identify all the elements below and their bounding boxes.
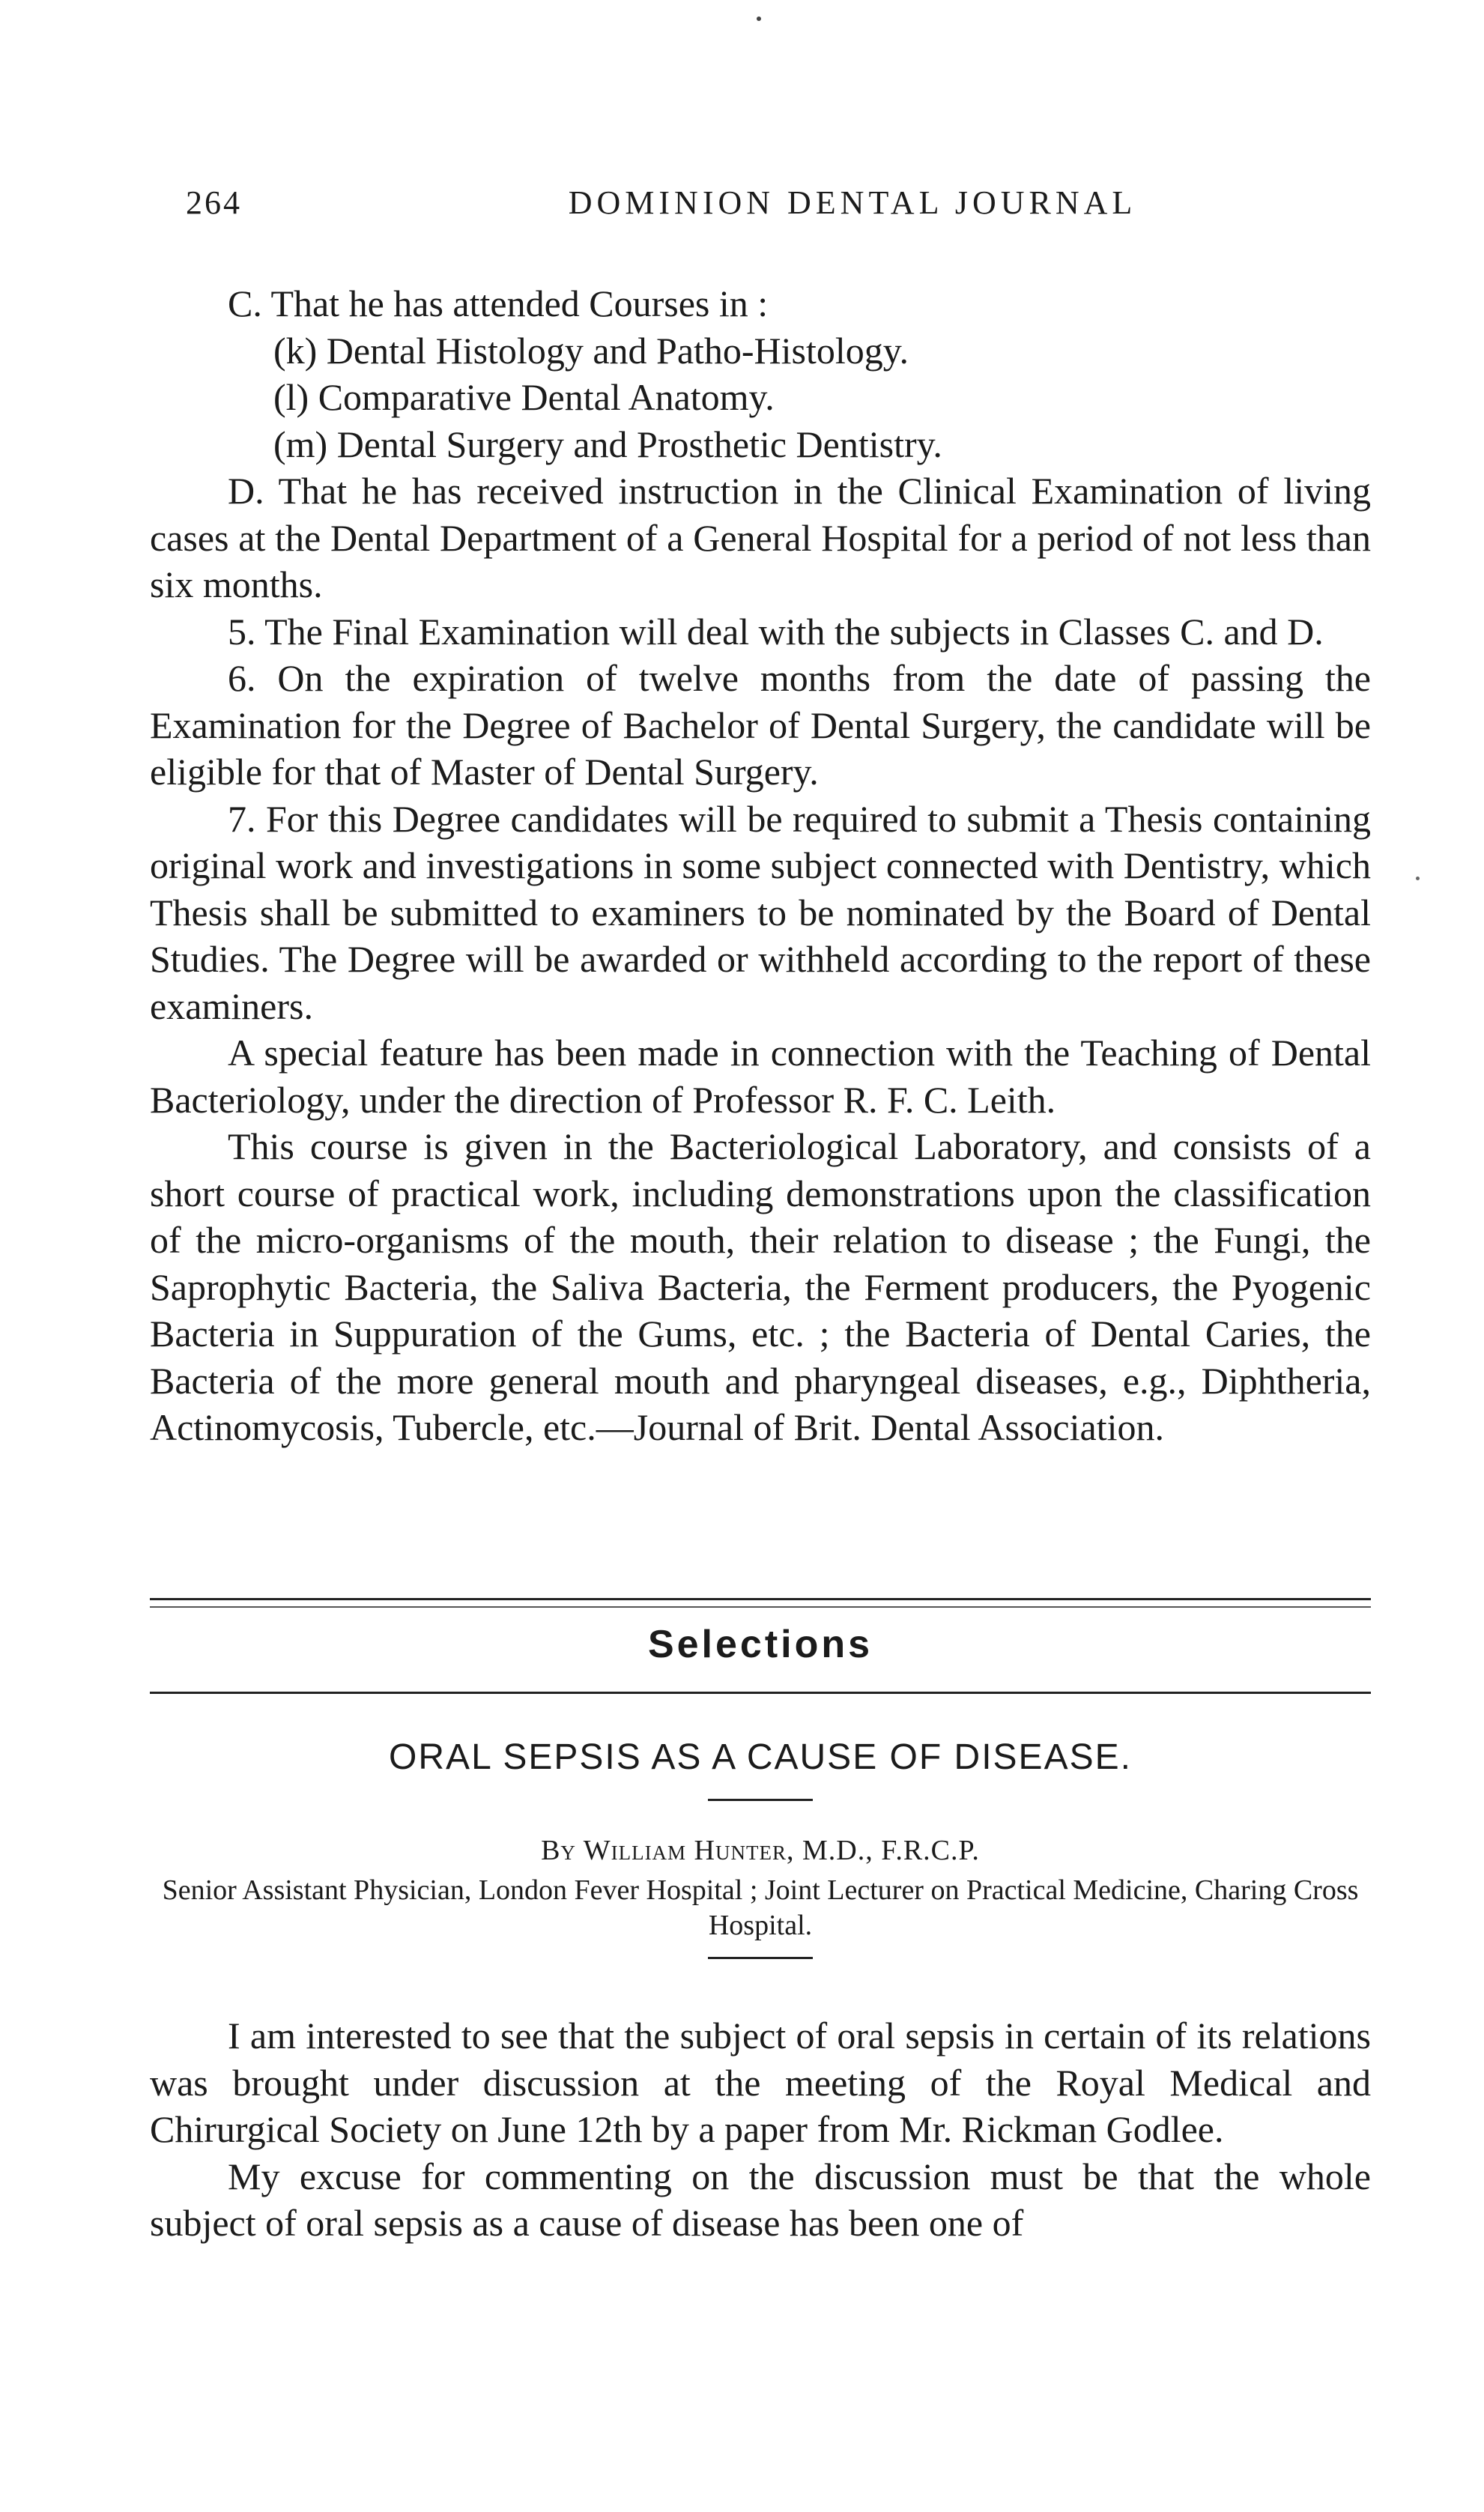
paragraph: (k) Dental Histology and Patho-Histology. — [273, 329, 909, 372]
article-body — [150, 2012, 1371, 2247]
running-header — [186, 184, 1369, 228]
paragraph: 6. On the expiration of twelve months from the date of passing the Examination for the Degree of Bachelor of Dental Surgery, the candidate will be eligible for that of Master of Dental Surgery. — [150, 657, 1371, 793]
author-affiliation: Senior Assistant Physician, London Fever Hospital ; Joint Lecturer on Practical Medicine, Charing Cross Hospital. — [162, 1874, 1359, 1941]
section-divider — [150, 1598, 1371, 1608]
paragraph: D. That he has received instruction in the Clinical Examination of living cases at the Dental Department of a General Hospital for a period of not less than six months. — [150, 470, 1371, 605]
paragraph: (l) Comparative Dental Anatomy. — [273, 376, 775, 418]
paragraph: I am interested to see that the subject of oral sepsis in certain of its relations was brought under discussion at the meeting of the Royal Medical and Chirurgical Society on June 12th by a paper from Mr. Rickman Godlee. — [150, 2015, 1371, 2150]
scan-speck — [757, 16, 761, 21]
paragraph: A special feature has been made in connection with the Teaching of Dental Bacteriology, under the direction of Professor R. F. C. Leith. — [150, 1032, 1371, 1121]
paragraph: 7. For this Degree candidates will be required to submit a Thesis containing original work and investigations in some subject connected with Dentistry, which Thesis shall be submitted to examiners to be nominated by the Board of Dental Studies. The Degree will be awarded or withheld according to the report of these examiners. — [150, 797, 1371, 1027]
scan-speck — [1416, 877, 1420, 880]
paragraph: 5. The Final Examination will deal with the subjects in Classes C. and D. — [228, 610, 1324, 653]
author-byline: By William Hunter, M.D., F.R.C.P. — [541, 1835, 980, 1866]
previous-article-text — [150, 280, 1371, 1451]
title-rule — [708, 1799, 813, 1801]
paragraph: My excuse for commenting on the discussion must be that the whole subject of oral sepsis as a cause of disease has been one of — [150, 2155, 1371, 2244]
journal-title: DOMINION DENTAL JOURNAL — [568, 184, 1137, 221]
byline-rule — [708, 1957, 813, 1959]
paragraph: (m) Dental Surgery and Prosthetic Dentistry. — [273, 423, 942, 465]
section-title: Selections — [647, 1623, 873, 1666]
paragraph: C. That he has attended Courses in : — [228, 282, 769, 324]
paragraph: This course is given in the Bacteriological Laboratory, and consists of a short course of practical work, including demonstrations upon the classification of the micro-organisms of the mouth, their relation to disease ; the Fungi, the Saprophytic Bacteria, the Saliva Bacteria, the Ferment producers, the Pyogenic Bacteria in Suppuration of the Gums, etc. ; the Bacteria of Dental Caries, the Bacteria of the more general mouth and pharyngeal diseases, e.g., Diphtheria, Actinomycosis, Tubercle, etc.—Journal of Brit. Dental Association. — [150, 1125, 1371, 1448]
article-title: ORAL SEPSIS AS A CAUSE OF DISEASE. — [389, 1737, 1132, 1777]
page-number: 264 — [186, 184, 242, 221]
section-underline — [150, 1692, 1371, 1694]
